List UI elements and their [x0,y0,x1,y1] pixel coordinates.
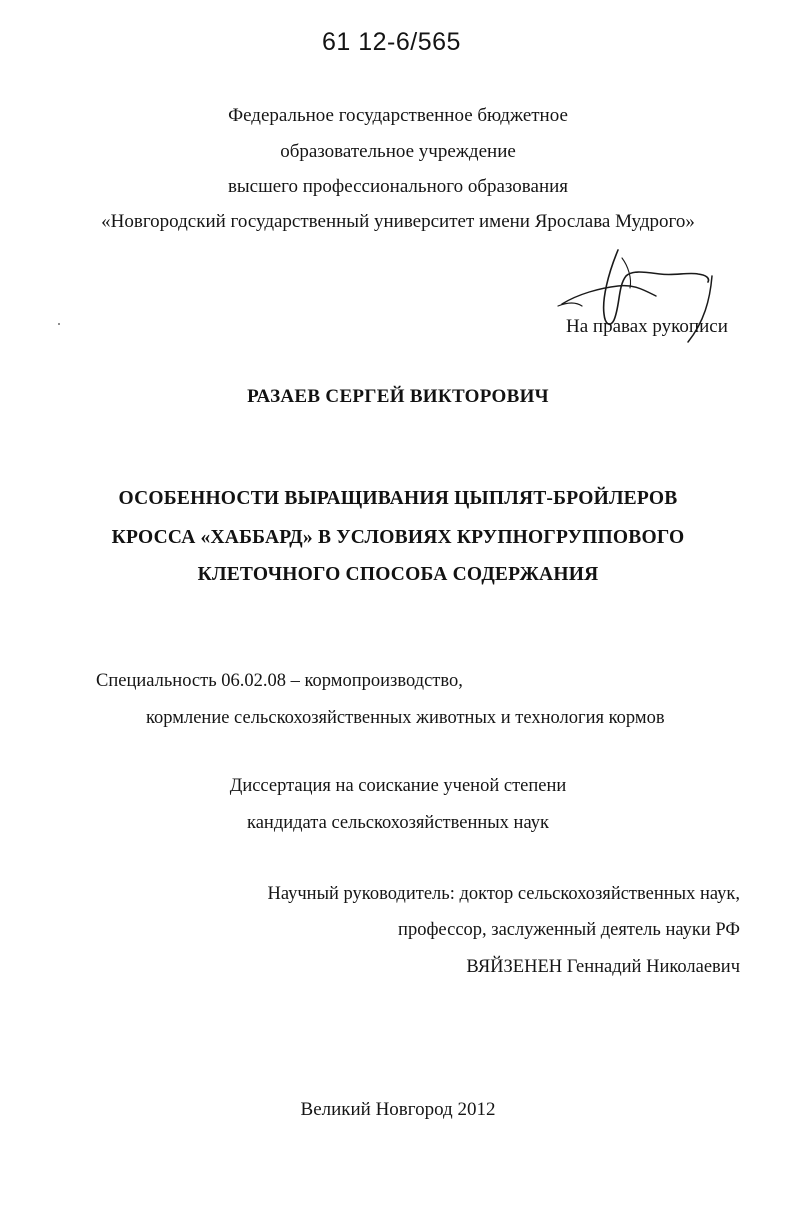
organization-line-1: Федеральное государственное бюджетное [228,105,568,126]
organization-line-2: образовательное учреждение [280,141,516,162]
degree-line-2: кандидата сельскохозяйственных наук [247,813,549,833]
archive-code: 61 12-6/565 [322,28,461,56]
supervisor-line-2: профессор, заслуженный деятель науки РФ [398,920,740,940]
organization-line-4: «Новгородский государственный университет имени Ярослава Мудрого» [101,211,695,232]
scan-speck [57,322,61,326]
supervisor-line-1: Научный руководитель: доктор сельскохозяйственных наук, [267,884,740,904]
author-name: РАЗАЕВ СЕРГЕЙ ВИКТОРОВИЧ [247,386,549,407]
title-line-2: КРОССА «ХАББАРД» В УСЛОВИЯХ КРУПНОГРУППОВОГО [111,527,685,548]
supervisor-name: ВЯЙЗЕНЕН Геннадий Николаевич [466,957,740,977]
degree-line-1: Диссертация на соискание ученой степени [229,776,567,796]
specialty-line-2: кормление сельскохозяйственных животных и технология кормов [146,708,665,728]
city-year: Великий Новгород 2012 [300,1099,496,1120]
manuscript-note: На правах рукописи [566,316,728,337]
specialty-line-1: Специальность 06.02.08 – кормопроизводство, [96,671,463,691]
organization-line-3: высшего профессионального образования [227,176,569,197]
title-line-3: КЛЕТОЧНОГО СПОСОБА СОДЕРЖАНИЯ [197,564,599,585]
title-line-1: ОСОБЕННОСТИ ВЫРАЩИВАНИЯ ЦЫПЛЯТ-БРОЙЛЕРОВ [118,488,678,509]
